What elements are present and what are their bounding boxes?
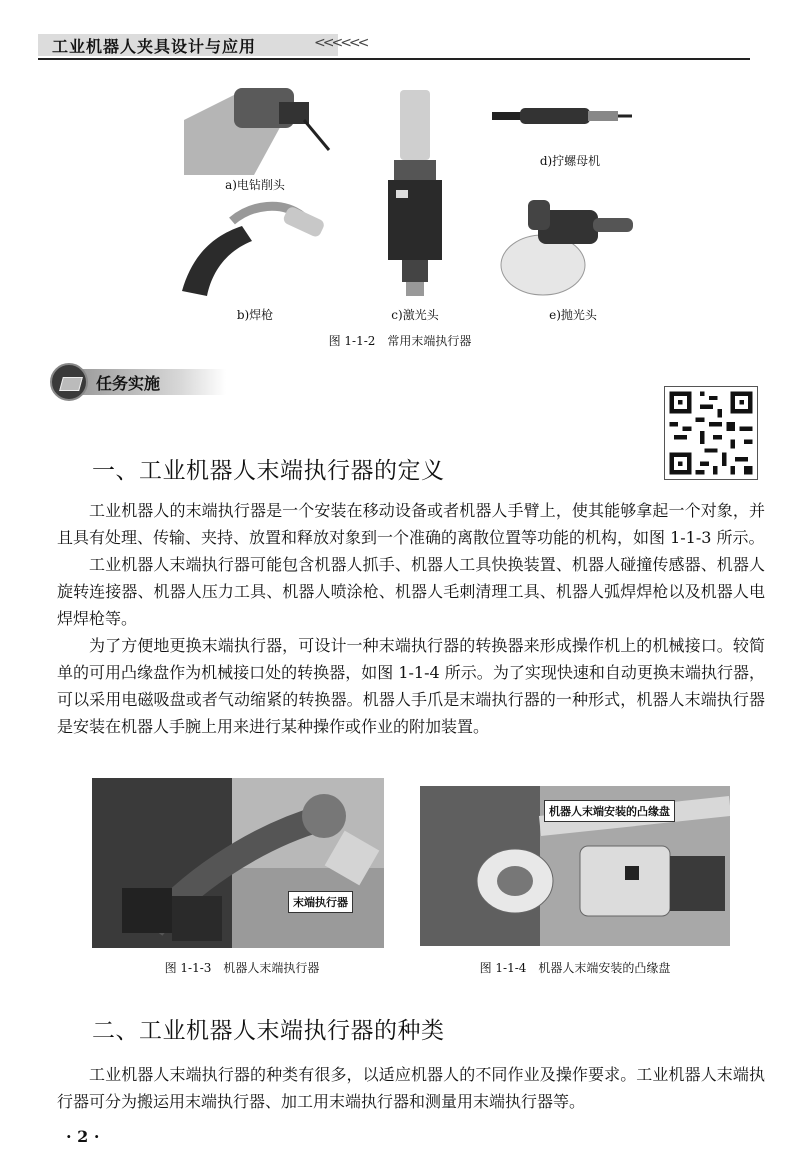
running-header xyxy=(38,30,378,58)
subcaption-e: e)抛光头 xyxy=(549,308,597,322)
subcaption-a: a)电钻削头 xyxy=(225,178,285,192)
nut-runner-image xyxy=(492,102,632,132)
laser-head-image xyxy=(380,90,450,300)
paragraph: 工业机器人末端执行器可能包含机器人抓手、机器人工具快换装置、机器人碰撞传感器、机器人旋转连接器、机器人压力工具、机器人喷涂枪、机器人毛刺清理工具、机器人弧焊焊枪以及机器人电焊焊枪等。 xyxy=(57,555,765,628)
qr-code-icon[interactable] xyxy=(664,386,758,480)
subcaption-d: d)拧螺母机 xyxy=(539,154,601,168)
paragraph: 工业机器人的末端执行器是一个安装在移动设备或者机器人手臂上，使其能够拿起一个对象，并且具有处理、传输、夹持、放置和释放对象到一个准确的离散位置等功能的机构，如图 1-1-3 所示。 xyxy=(57,501,765,547)
page-number: · 2 · xyxy=(66,1127,100,1146)
header-decoration: <<<<<< xyxy=(314,35,367,51)
task-banner xyxy=(50,363,250,403)
paragraph: 工业机器人末端执行器的种类有很多，以适应机器人的不同作业及操作要求。工业机器人末端执行器可分为搬运用末端执行器、加工用末端执行器和测量用末端执行器等。 xyxy=(57,1065,765,1111)
figure-caption: 图 1-1-3 机器人末端执行器 xyxy=(164,961,320,975)
banner-label: 任务实施 xyxy=(96,374,161,393)
drill-head-image xyxy=(184,80,334,175)
figure-1-1-4 xyxy=(420,786,730,978)
paragraph: 为了方便地更换末端执行器，可设计一种末端执行器的转换器来形成操作机上的机械接口。较简单的可用凸缘盘作为机械接口处的转换器，如图 1-1-4 所示。为了实现快速和自动更换末端执行器，可以采用电磁吸盘或者气动缩紧的转换器。机器人手爪是末端执行器的一种形式，机器人末端执行器是安装在机器人手腕上用来进行某种操作或作业的附加装置。 xyxy=(57,636,765,736)
section-1-heading: 一、工业机器人末端执行器的定义 xyxy=(92,458,445,484)
header-rule xyxy=(38,58,750,60)
figure-caption: 图 1-1-2 常用末端执行器 xyxy=(328,334,472,348)
subcaption-c: c)激光头 xyxy=(391,308,439,322)
section-1-body xyxy=(57,497,765,740)
figure-1-1-3 xyxy=(92,778,384,978)
robot-end-effector-photo xyxy=(92,778,384,948)
section-2-body xyxy=(57,1061,765,1115)
flange-plate-callout: 机器人末端安装的凸缘盘 xyxy=(544,800,675,822)
subcaption-b: b)焊枪 xyxy=(236,308,274,322)
section-2-heading: 二、工业机器人末端执行器的种类 xyxy=(92,1018,445,1044)
figure-caption: 图 1-1-4 机器人末端安装的凸缘盘 xyxy=(479,961,671,975)
polishing-head-image xyxy=(498,190,638,300)
book-icon xyxy=(50,363,88,401)
book-title: 工业机器人夹具设计与应用 xyxy=(52,37,257,56)
figure-1-1-2 xyxy=(170,78,640,348)
end-effector-callout: 末端执行器 xyxy=(288,891,353,913)
welding-torch-image xyxy=(172,196,332,296)
